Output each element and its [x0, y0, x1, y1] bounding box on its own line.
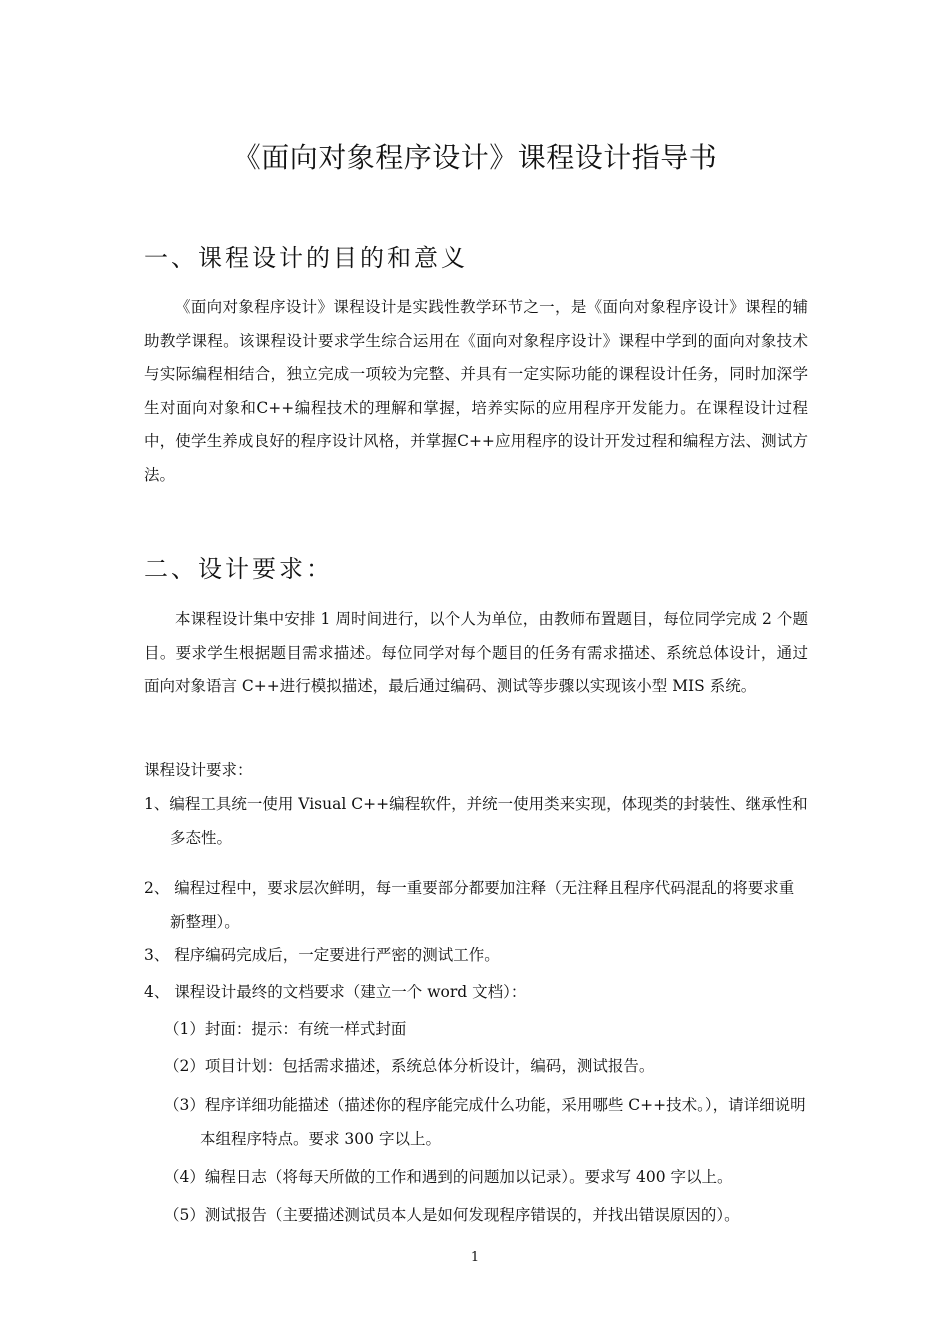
document-subitem-1: （1）封面：提示：有统一样式封面	[164, 1020, 407, 1038]
document-subitem-4: （4）编程日志（将每天所做的工作和遇到的问题加以记录）。要求写 400 字以上。	[164, 1168, 733, 1186]
document-title: 《面向对象程序设计》课程设计指导书	[232, 141, 718, 174]
requirement-item-2: 2、 编程过程中，要求层次鲜明，每一重要部分都要加注释（无注释且程序代码混乱的将要求重新整理）。	[144, 879, 795, 931]
purpose-paragraph: 《面向对象程序设计》课程设计是实践性教学环节之一，是《面向对象程序设计》课程的辅助教学课程。该课程设计要求学生综合运用在《面向对象程序设计》课程中学到的面向对象技术与实际编程相结合，独立完成一项较为完整、并具有一定实际功能的课程设计任务，同时加深学生对面向对象和C++编程技术的理解和掌握，培养实际的应用程序开发能力。在课程设计过程中，使学生养成良好的程序设计风格，并掌握C++应用程序的设计开发过程和编程方法、测试方法。	[144, 298, 808, 484]
requirements-paragraph: 本课程设计集中安排 1 周时间进行，以个人为单位，由教师布置题目，每位同学完成 2 个题目。要求学生根据题目需求描述。每位同学对每个题目的任务有需求描述、系统总体设计，通过面向对象语言 C++进行模拟描述，最后通过编码、测试等步骤以实现该小型 MIS 系统。	[144, 610, 808, 695]
requirement-item-3: 3、 程序编码完成后，一定要进行严密的测试工作。	[144, 946, 500, 964]
document-subitem-2: （2）项目计划：包括需求描述，系统总体分析设计，编码，测试报告。	[164, 1057, 655, 1075]
requirements-label: 课程设计要求：	[144, 761, 253, 779]
section-heading-purpose: 一、课程设计的目的和意义	[144, 244, 468, 272]
document-subitem-3: （3）程序详细功能描述（描述你的程序能完成什么功能，采用哪些 C++技术。），请详细说明本组程序特点。要求 300 字以上。	[164, 1096, 806, 1148]
page-number: 1	[470, 1250, 480, 1265]
requirement-item-4: 4、 课程设计最终的文档要求（建立一个 word 文档）：	[144, 983, 527, 1001]
document-subitem-5: （5）测试报告（主要描述测试员本人是如何发现程序错误的，并找出错误原因的）。	[164, 1206, 740, 1224]
section-heading-requirements: 二、设计要求：	[144, 555, 333, 583]
requirement-item-1: 1、编程工具统一使用 Visual C++编程软件，并统一使用类来实现，体现类的封装性、继承性和多态性。	[144, 795, 808, 847]
